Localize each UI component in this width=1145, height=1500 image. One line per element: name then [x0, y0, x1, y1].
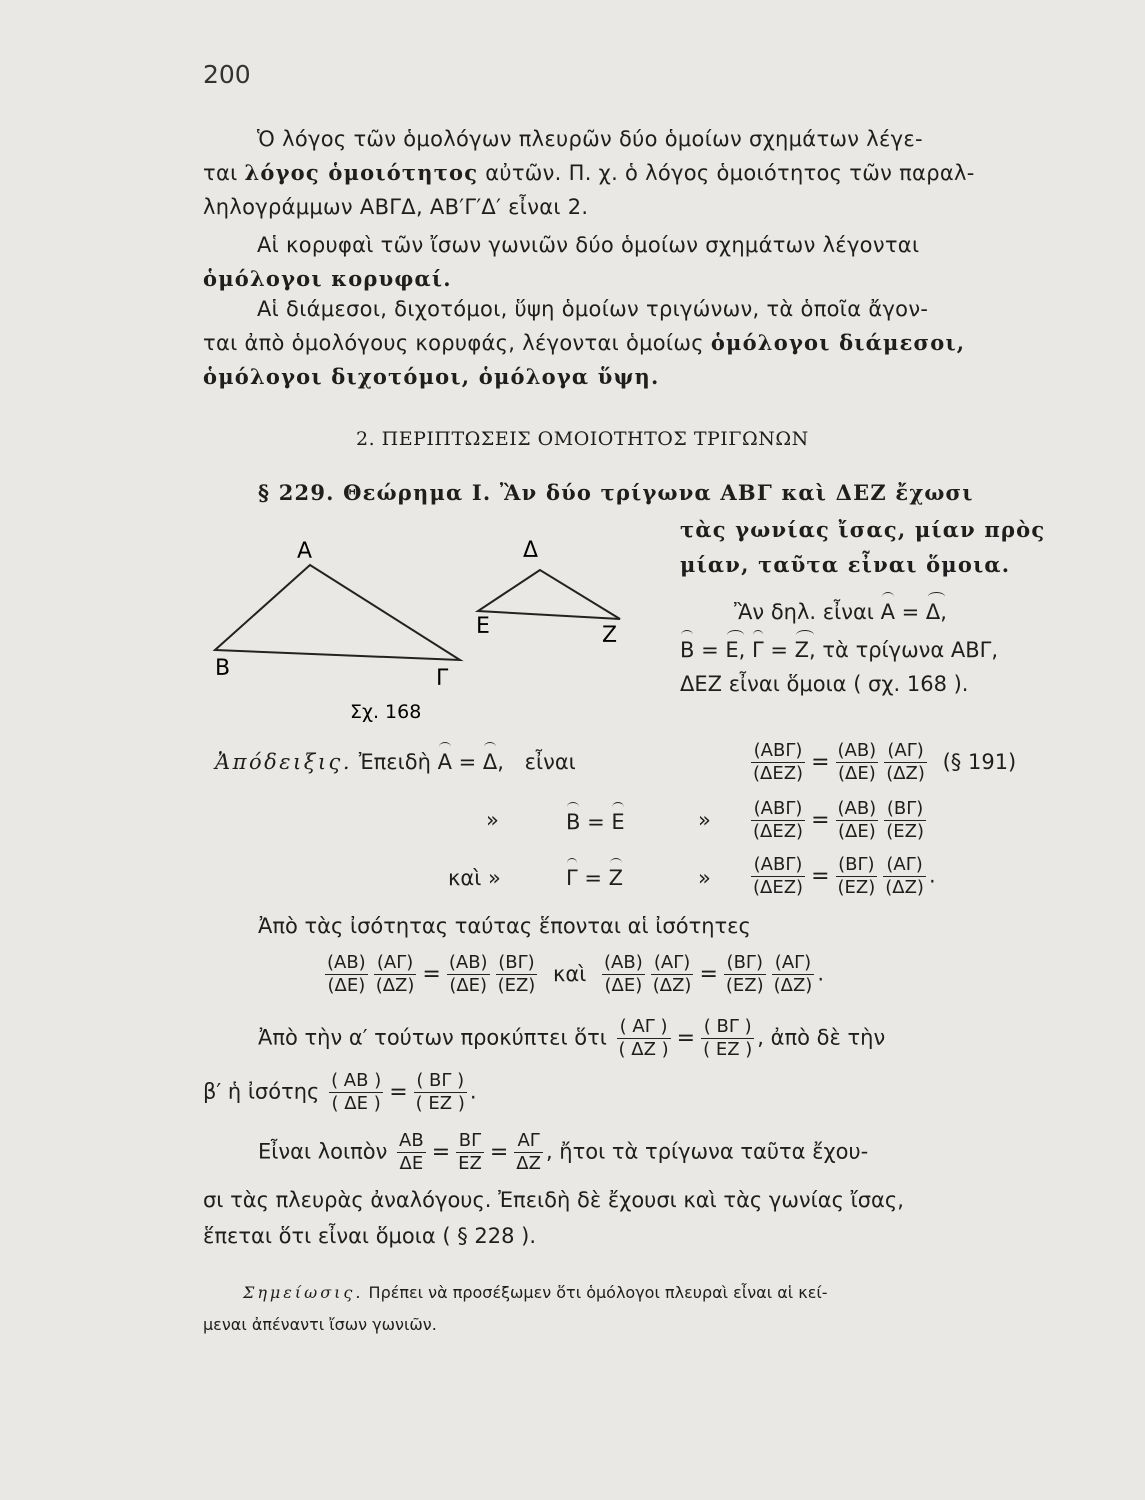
theorem-line-1: § 229. Θεώρημα Ι. Ἂν δύο τρίγωνα ΑΒΓ καὶ ΔΕΖ ἔχωσι [258, 480, 974, 505]
proof-row-1: Ἀπόδειξις. Ἐπειδὴ Α = Δ, εἶναι [215, 746, 576, 774]
paragraph-homologous-lines: Αἱ διάμεσοι, διχοτόμοι, ὕψη ὁμοίων τριγώνων, τὰ ὁποῖα ἄγον- ται ἀπὸ ὁμολόγους κορυφάς, λέγονται ὁμοίως ὁμόλογοι διάμεσοι, ὁμόλογοι διχοτόμοι, ὁμόλογα ὕψη. [203, 297, 966, 389]
hypothesis-line-1: Ἂν δηλ. εἶναι Α = Δ, [734, 596, 947, 624]
reference-191: (§ 191) [942, 749, 1017, 774]
term-homologous-vertices: ὁμόλογοι κορυφαί. [203, 266, 452, 291]
vertex-b-label: Β [215, 656, 231, 681]
vertex-g-label: Γ [436, 666, 449, 691]
note-label: Σημείωσις. [243, 1283, 364, 1302]
theorem-line-2: τὰς γωνίας ἴσας, μίαν πρὸς [680, 517, 1046, 542]
vertex-z-label: Ζ [602, 623, 618, 648]
kai-ditto: καὶ » [448, 866, 501, 890]
figure-168 [200, 520, 680, 730]
proof-eq-1: $\frac{\text{(ΑΒΓ)}}{\text{(ΔΕΖ)}}$ = $\frac{(AB)}{(\Delta E)}$ $\frac{(A\Gamma)}{(\Delta Z)}$ (§ 191) [753, 740, 1017, 784]
proof-label: Ἀπόδειξις. [215, 750, 352, 774]
theorem-line-3: μίαν, ταῦτα εἶναι ὅμοια. [680, 552, 1011, 577]
term-similarity-ratio: λόγος ὁμοιότητος [244, 160, 479, 185]
hypothesis-line-2: Β = Ε, Γ = Ζ, τὰ τρίγωνα ΑΒΓ, [680, 634, 998, 662]
triangle-abg [215, 565, 460, 660]
paragraph-homologous-vertices: Αἱ κορυφαὶ τῶν ἴσων γωνιῶν δύο ὁμοίων σχημάτων λέγονται ὁμόλογοι κορυφαί. [203, 228, 1098, 296]
paragraph-similarity-ratio: Ὁ λόγος τῶν ὁμολόγων πλευρῶν δύο ὁμοίων σχημάτων λέγε- ται λόγος ὁμοιότητος αὐτῶν. Π. χ. ὁ λόγος ὁμοιότητος τῶν παραλ- ληλογράμμων ΑΒΓΔ, ΑΒ′Γ′Δ′ εἶναι 2. [203, 127, 975, 219]
proof-eq-2: $\frac{\text{(ΑΒΓ)}}{\text{(ΔΕΖ)}}$ = $\frac{(AB)}{(\Delta E)}$ $\frac{(B\Gamma)}{(EZ)}$ [753, 798, 924, 842]
vertex-a-label: Α [297, 539, 313, 564]
paragraph-follows: Ἀπὸ τὰς ἰσότητας ταύτας ἕπονται αἱ ἰσότητες [258, 914, 751, 938]
paragraph-conclusion-3: ἕπεται ὅτι εἶναι ὅμοια ( § 228 ). [203, 1224, 537, 1248]
paragraph-conclusion-2: σι τὰς πλευρὰς ἀναλόγους. Ἐπειδὴ δὲ ἔχουσι καὶ τὰς γωνίας ἴσας, [203, 1188, 904, 1212]
hypothesis-line-3: ΔΕΖ εἶναι ὅμοια ( σχ. 168 ). [680, 672, 969, 696]
note-line-2: μεναι ἀπέναντι ἴσων γωνιῶν. [203, 1315, 437, 1334]
vertex-e-label: Ε [476, 614, 490, 639]
note-line-1: Σημείωσις. Πρέπει νὰ προσέξωμεν ὅτι ὁμόλογοι πλευραὶ εἶναι αἱ κεί- [243, 1283, 828, 1302]
proof-row-3-angles: Γ = Ζ [566, 862, 623, 890]
derived-equalities: $\frac{(AB)}{(\Delta E)}$ $\frac{(A\Gamma)}{(\Delta Z)}$ = $\frac{(AB)}{(\Delta E)}$ $\frac{(B\Gamma)}{(EZ)}$ καὶ $\frac{(AB)}{(\Delta E)}$ $\frac{(A\Gamma)}{(\Delta Z)}$ = $\frac{(B\Gamma)}{(EZ)}$ $\frac{(A\Gamma)}{(\Delta Z)}$ . [327, 952, 825, 996]
figure-caption: Σχ. 168 [350, 701, 422, 723]
page-number: 200 [203, 60, 251, 89]
paragraph-conclusion-1: Εἶναι λοιπὸν $\frac{AB}{\Delta E}$ = $\frac{B\Gamma}{EZ}$ = $\frac{A\Gamma}{\Delta Z}$ , ἤτοι τὰ τρίγωνα ταῦτα ἔχου- [258, 1130, 869, 1174]
ditto-3: » [698, 866, 711, 890]
vertex-d-label: Δ [523, 538, 539, 563]
section-title: 2. ΠΕΡΙΠΤΩΣΕΙΣ ΟΜΟΙΟΤΗΤΟΣ ΤΡΙΓΩΝΩΝ [356, 428, 809, 450]
ditto-2: » [698, 808, 711, 832]
paragraph-second-eq: β′ ἡ ἰσότης $\frac{( AB )}{( \Delta E )}$ = $\frac{( B\Gamma )}{( EZ )}$ . [203, 1070, 477, 1114]
ditto-1: » [486, 808, 499, 832]
proof-row-2-angles: Β = Ε [566, 806, 625, 834]
triangle-dez [478, 570, 620, 619]
proof-eq-3: $\frac{\text{(ΑΒΓ)}}{\text{(ΔΕΖ)}}$ = $\frac{(B\Gamma)}{(EZ)}$ $\frac{(A\Gamma)}{(\Delta Z)}$ . [753, 854, 936, 898]
paragraph-first-eq: Ἀπὸ τὴν α′ τούτων προκύπτει ὅτι $\frac{( A\Gamma )}{( \Delta Z )}$ = $\frac{( B\Gamma )}{( EZ )}$ , ἀπὸ δὲ τὴν [258, 1016, 886, 1060]
